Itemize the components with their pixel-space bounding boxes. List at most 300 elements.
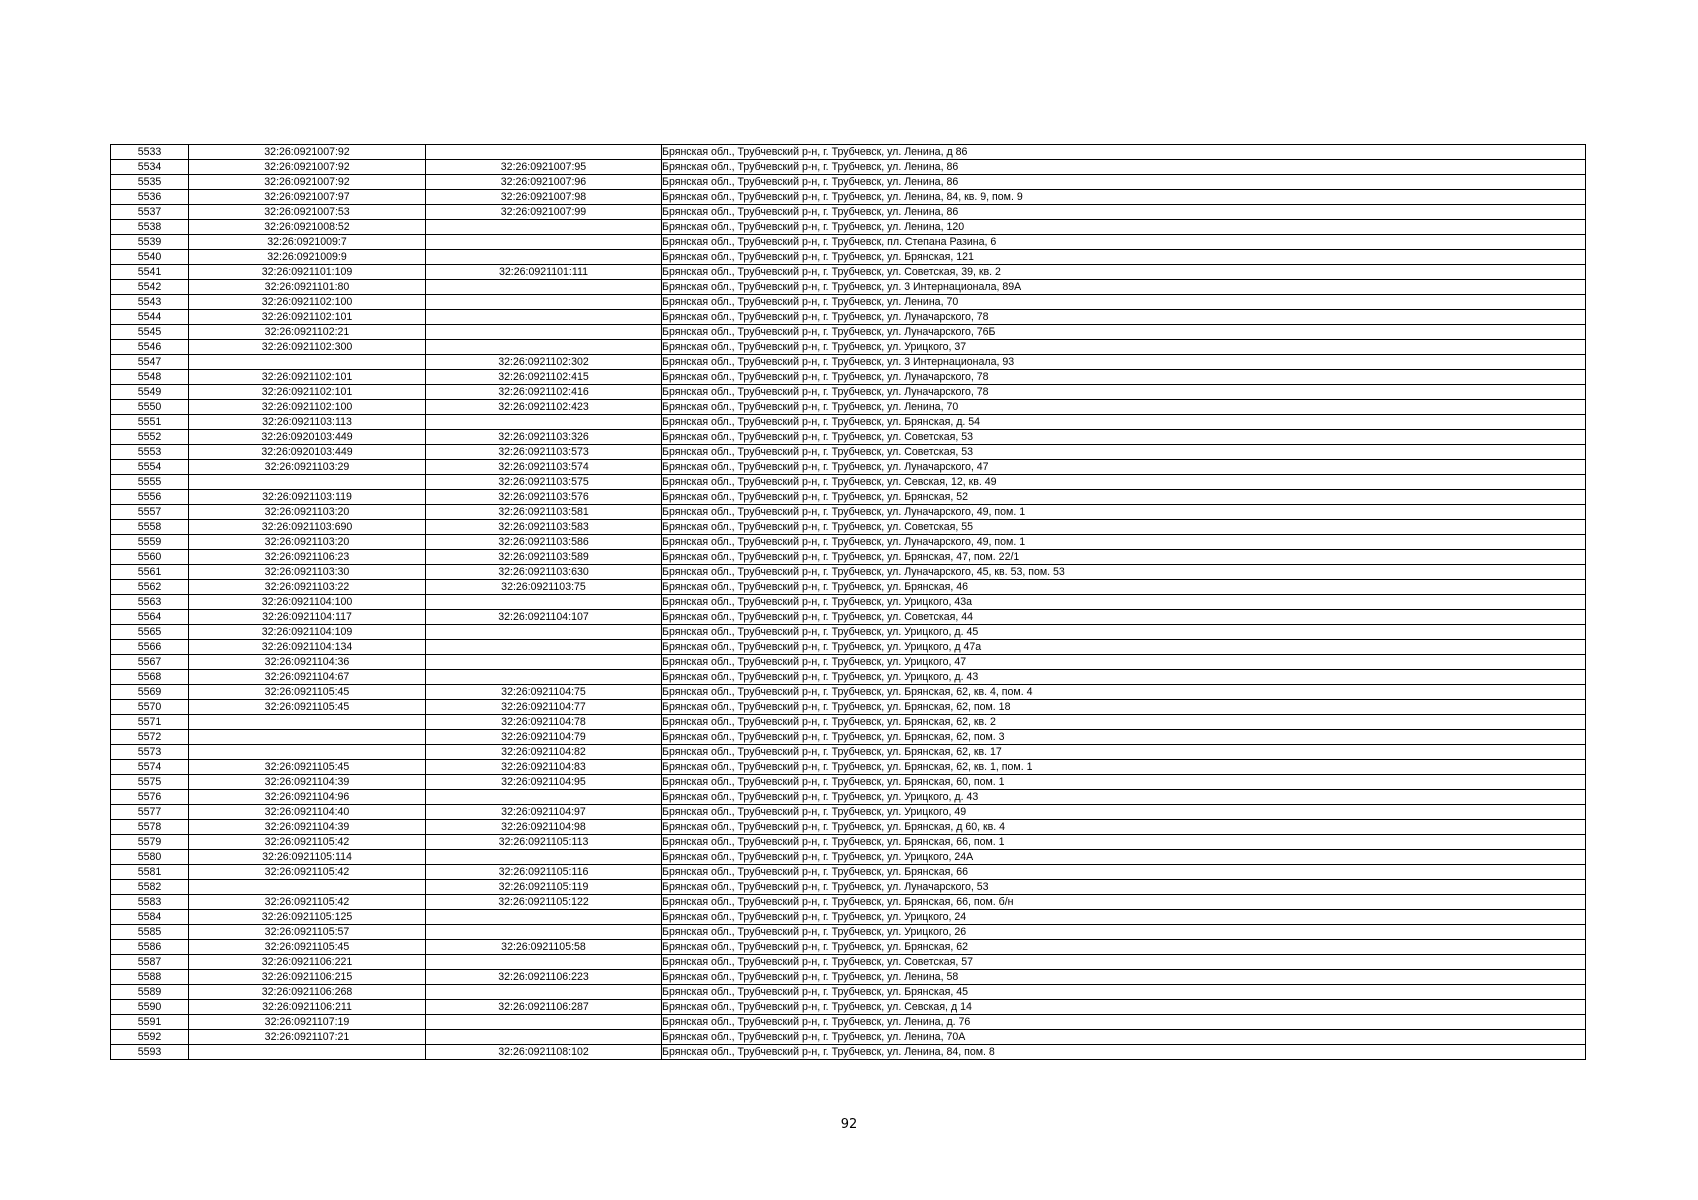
row-number-cell: 5554 xyxy=(111,460,189,475)
address-cell: Брянская обл., Трубчевский р-н, г. Трубчевск, ул. Ленина, 70 xyxy=(662,295,1586,310)
row-number-cell: 5581 xyxy=(111,865,189,880)
cadastral-number-cell: 32:26:0921103:29 xyxy=(189,460,426,475)
related-cadastral-number-cell: 32:26:0921102:415 xyxy=(426,370,662,385)
cadastral-number-cell: 32:26:0920103:449 xyxy=(189,430,426,445)
address-cell: Брянская обл., Трубчевский р-н, г. Трубчевск, ул. Брянская, 66 xyxy=(662,865,1586,880)
related-cadastral-number-cell: 32:26:0921103:573 xyxy=(426,445,662,460)
related-cadastral-number-cell xyxy=(426,220,662,235)
row-number-cell: 5586 xyxy=(111,940,189,955)
related-cadastral-number-cell: 32:26:0921007:96 xyxy=(426,175,662,190)
address-cell: Брянская обл., Трубчевский р-н, г. Трубчевск, ул. Урицкого, 37 xyxy=(662,340,1586,355)
table-row xyxy=(111,955,1586,970)
related-cadastral-number-cell: 32:26:0921105:116 xyxy=(426,865,662,880)
row-number-cell: 5590 xyxy=(111,1000,189,1015)
cadastral-number-cell: 32:26:0921103:20 xyxy=(189,535,426,550)
related-cadastral-number-cell: 32:26:0921104:97 xyxy=(426,805,662,820)
table-row xyxy=(111,790,1586,805)
address-cell: Брянская обл., Трубчевский р-н, г. Трубчевск, ул. Урицкого, 47 xyxy=(662,655,1586,670)
row-number-cell: 5579 xyxy=(111,835,189,850)
row-number-cell: 5537 xyxy=(111,205,189,220)
cadastral-number-cell: 32:26:0920103:449 xyxy=(189,445,426,460)
address-cell: Брянская обл., Трубчевский р-н, г. Трубчевск, ул. Луначарского, 49, пом. 1 xyxy=(662,505,1586,520)
table-row xyxy=(111,175,1586,190)
address-cell: Брянская обл., Трубчевский р-н, г. Трубчевск, ул. Ленина, 86 xyxy=(662,175,1586,190)
table-row xyxy=(111,850,1586,865)
row-number-cell: 5589 xyxy=(111,985,189,1000)
related-cadastral-number-cell xyxy=(426,415,662,430)
row-number-cell: 5568 xyxy=(111,670,189,685)
cadastral-number-cell: 32:26:0921103:20 xyxy=(189,505,426,520)
related-cadastral-number-cell xyxy=(426,280,662,295)
cadastral-number-cell: 32:26:0921103:113 xyxy=(189,415,426,430)
related-cadastral-number-cell: 32:26:0921104:82 xyxy=(426,745,662,760)
row-number-cell: 5546 xyxy=(111,340,189,355)
table-row xyxy=(111,370,1586,385)
row-number-cell: 5567 xyxy=(111,655,189,670)
cadastral-number-cell: 32:26:0921008:52 xyxy=(189,220,426,235)
row-number-cell: 5584 xyxy=(111,910,189,925)
row-number-cell: 5565 xyxy=(111,625,189,640)
address-cell: Брянская обл., Трубчевский р-н, г. Трубчевск, ул. Советская, 44 xyxy=(662,610,1586,625)
related-cadastral-number-cell: 32:26:0921103:576 xyxy=(426,490,662,505)
row-number-cell: 5543 xyxy=(111,295,189,310)
address-cell: Брянская обл., Трубчевский р-н, г. Трубчевск, ул. Севская, д 14 xyxy=(662,1000,1586,1015)
address-cell: Брянская обл., Трубчевский р-н, г. Трубчевск, ул. Ленина, 84, кв. 9, пом. 9 xyxy=(662,190,1586,205)
table-row xyxy=(111,475,1586,490)
table-row xyxy=(111,400,1586,415)
row-number-cell: 5591 xyxy=(111,1015,189,1030)
related-cadastral-number-cell: 32:26:0921104:77 xyxy=(426,700,662,715)
address-cell: Брянская обл., Трубчевский р-н, г. Трубчевск, ул. Брянская, 121 xyxy=(662,250,1586,265)
address-cell: Брянская обл., Трубчевский р-н, г. Трубчевск, ул. Урицкого, д 47а xyxy=(662,640,1586,655)
table-row xyxy=(111,1000,1586,1015)
table-row xyxy=(111,760,1586,775)
row-number-cell: 5592 xyxy=(111,1030,189,1045)
row-number-cell: 5573 xyxy=(111,745,189,760)
table-row xyxy=(111,190,1586,205)
related-cadastral-number-cell: 32:26:0921104:75 xyxy=(426,685,662,700)
property-registry-table xyxy=(110,144,1586,1060)
related-cadastral-number-cell: 32:26:0921104:83 xyxy=(426,760,662,775)
related-cadastral-number-cell: 32:26:0921101:111 xyxy=(426,265,662,280)
related-cadastral-number-cell: 32:26:0921104:107 xyxy=(426,610,662,625)
row-number-cell: 5575 xyxy=(111,775,189,790)
address-cell: Брянская обл., Трубчевский р-н, г. Трубчевск, ул. Советская, 57 xyxy=(662,955,1586,970)
table-row xyxy=(111,640,1586,655)
table-row xyxy=(111,985,1586,1000)
row-number-cell: 5585 xyxy=(111,925,189,940)
table-row xyxy=(111,700,1586,715)
table-row xyxy=(111,520,1586,535)
cadastral-number-cell: 32:26:0921105:42 xyxy=(189,865,426,880)
table-row xyxy=(111,580,1586,595)
row-number-cell: 5572 xyxy=(111,730,189,745)
row-number-cell: 5559 xyxy=(111,535,189,550)
row-number-cell: 5571 xyxy=(111,715,189,730)
address-cell: Брянская обл., Трубчевский р-н, г. Трубчевск, ул. Урицкого, 26 xyxy=(662,925,1586,940)
table-row xyxy=(111,670,1586,685)
cadastral-number-cell: 32:26:0921106:268 xyxy=(189,985,426,1000)
related-cadastral-number-cell xyxy=(426,655,662,670)
table-row xyxy=(111,490,1586,505)
cadastral-number-cell: 32:26:0921102:101 xyxy=(189,370,426,385)
address-cell: Брянская обл., Трубчевский р-н, г. Трубчевск, ул. Луначарского, 53 xyxy=(662,880,1586,895)
cadastral-number-cell: 32:26:0921102:100 xyxy=(189,295,426,310)
cadastral-number-cell xyxy=(189,355,426,370)
row-number-cell: 5566 xyxy=(111,640,189,655)
cadastral-number-cell: 32:26:0921104:96 xyxy=(189,790,426,805)
table-row xyxy=(111,895,1586,910)
cadastral-number-cell: 32:26:0921106:23 xyxy=(189,550,426,565)
table-row xyxy=(111,415,1586,430)
table-row xyxy=(111,250,1586,265)
address-cell: Брянская обл., Трубчевский р-н, г. Трубчевск, ул. Советская, 53 xyxy=(662,445,1586,460)
cadastral-number-cell: 32:26:0921104:134 xyxy=(189,640,426,655)
related-cadastral-number-cell: 32:26:0921104:79 xyxy=(426,730,662,745)
row-number-cell: 5570 xyxy=(111,700,189,715)
cadastral-number-cell: 32:26:0921105:45 xyxy=(189,700,426,715)
table-row xyxy=(111,940,1586,955)
cadastral-number-cell xyxy=(189,880,426,895)
related-cadastral-number-cell xyxy=(426,310,662,325)
row-number-cell: 5538 xyxy=(111,220,189,235)
row-number-cell: 5548 xyxy=(111,370,189,385)
related-cadastral-number-cell xyxy=(426,235,662,250)
address-cell: Брянская обл., Трубчевский р-н, г. Трубчевск, ул. Луначарского, 76Б xyxy=(662,325,1586,340)
table-row xyxy=(111,1045,1586,1060)
table-row xyxy=(111,610,1586,625)
row-number-cell: 5578 xyxy=(111,820,189,835)
cadastral-number-cell: 32:26:0921105:114 xyxy=(189,850,426,865)
address-cell: Брянская обл., Трубчевский р-н, г. Трубчевск, ул. Луначарского, 47 xyxy=(662,460,1586,475)
cadastral-number-cell: 32:26:0921007:97 xyxy=(189,190,426,205)
address-cell: Брянская обл., Трубчевский р-н, г. Трубчевск, пл. Степана Разина, 6 xyxy=(662,235,1586,250)
table-row xyxy=(111,1030,1586,1045)
cadastral-number-cell: 32:26:0921102:101 xyxy=(189,310,426,325)
table-row xyxy=(111,340,1586,355)
cadastral-number-cell: 32:26:0921104:39 xyxy=(189,775,426,790)
related-cadastral-number-cell: 32:26:0921007:98 xyxy=(426,190,662,205)
related-cadastral-number-cell: 32:26:0921103:75 xyxy=(426,580,662,595)
cadastral-number-cell: 32:26:0921104:36 xyxy=(189,655,426,670)
address-cell: Брянская обл., Трубчевский р-н, г. Трубчевск, ул. Луначарского, 45, кв. 53, пом. 53 xyxy=(662,565,1586,580)
address-cell: Брянская обл., Трубчевский р-н, г. Трубчевск, ул. 3 Интернационала, 93 xyxy=(662,355,1586,370)
table-row xyxy=(111,820,1586,835)
related-cadastral-number-cell xyxy=(426,1030,662,1045)
related-cadastral-number-cell: 32:26:0921103:326 xyxy=(426,430,662,445)
address-cell: Брянская обл., Трубчевский р-н, г. Трубчевск, ул. Ленина, 120 xyxy=(662,220,1586,235)
table-row xyxy=(111,565,1586,580)
cadastral-number-cell: 32:26:0921103:119 xyxy=(189,490,426,505)
cadastral-number-cell: 32:26:0921101:80 xyxy=(189,280,426,295)
address-cell: Брянская обл., Трубчевский р-н, г. Трубчевск, ул. Брянская, 62, пом. 3 xyxy=(662,730,1586,745)
row-number-cell: 5580 xyxy=(111,850,189,865)
page-number: 92 xyxy=(840,1117,858,1132)
address-cell: Брянская обл., Трубчевский р-н, г. Трубчевск, ул. Брянская, 46 xyxy=(662,580,1586,595)
row-number-cell: 5552 xyxy=(111,430,189,445)
related-cadastral-number-cell xyxy=(426,295,662,310)
cadastral-number-cell: 32:26:0921104:100 xyxy=(189,595,426,610)
related-cadastral-number-cell xyxy=(426,670,662,685)
row-number-cell: 5564 xyxy=(111,610,189,625)
cadastral-number-cell: 32:26:0921009:7 xyxy=(189,235,426,250)
table-row xyxy=(111,835,1586,850)
cadastral-number-cell: 32:26:0921102:100 xyxy=(189,400,426,415)
cadastral-number-cell: 32:26:0921105:45 xyxy=(189,685,426,700)
cadastral-number-cell xyxy=(189,745,426,760)
address-cell: Брянская обл., Трубчевский р-н, г. Трубчевск, ул. Ленина, д. 76 xyxy=(662,1015,1586,1030)
address-cell: Брянская обл., Трубчевский р-н, г. Трубчевск, ул. Луначарского, 49, пом. 1 xyxy=(662,535,1586,550)
related-cadastral-number-cell xyxy=(426,340,662,355)
related-cadastral-number-cell: 32:26:0921103:574 xyxy=(426,460,662,475)
related-cadastral-number-cell: 32:26:0921007:95 xyxy=(426,160,662,175)
row-number-cell: 5557 xyxy=(111,505,189,520)
address-cell: Брянская обл., Трубчевский р-н, г. Трубчевск, ул. Брянская, 47, пом. 22/1 xyxy=(662,550,1586,565)
table-row xyxy=(111,145,1586,160)
related-cadastral-number-cell: 32:26:0921106:287 xyxy=(426,1000,662,1015)
address-cell: Брянская обл., Трубчевский р-н, г. Трубчевск, ул. Брянская, д. 54 xyxy=(662,415,1586,430)
cadastral-number-cell: 32:26:0921103:22 xyxy=(189,580,426,595)
table-row xyxy=(111,310,1586,325)
related-cadastral-number-cell: 32:26:0921102:302 xyxy=(426,355,662,370)
related-cadastral-number-cell: 32:26:0921104:78 xyxy=(426,715,662,730)
row-number-cell: 5563 xyxy=(111,595,189,610)
row-number-cell: 5562 xyxy=(111,580,189,595)
row-number-cell: 5549 xyxy=(111,385,189,400)
related-cadastral-number-cell: 32:26:0921105:113 xyxy=(426,835,662,850)
row-number-cell: 5536 xyxy=(111,190,189,205)
address-cell: Брянская обл., Трубчевский р-н, г. Трубчевск, ул. Брянская, 62, кв. 2 xyxy=(662,715,1586,730)
related-cadastral-number-cell: 32:26:0921103:581 xyxy=(426,505,662,520)
address-cell: Брянская обл., Трубчевский р-н, г. Трубчевск, ул. Брянская, 62, кв. 17 xyxy=(662,745,1586,760)
address-cell: Брянская обл., Трубчевский р-н, г. Трубчевск, ул. Брянская, 66, пом. б/н xyxy=(662,895,1586,910)
related-cadastral-number-cell xyxy=(426,625,662,640)
cadastral-number-cell: 32:26:0921101:109 xyxy=(189,265,426,280)
table-row xyxy=(111,685,1586,700)
table-row xyxy=(111,865,1586,880)
related-cadastral-number-cell: 32:26:0921104:98 xyxy=(426,820,662,835)
row-number-cell: 5541 xyxy=(111,265,189,280)
address-cell: Брянская обл., Трубчевский р-н, г. Трубчевск, ул. Ленина, 84, пом. 8 xyxy=(662,1045,1586,1060)
address-cell: Брянская обл., Трубчевский р-н, г. Трубчевск, ул. Брянская, 45 xyxy=(662,985,1586,1000)
address-cell: Брянская обл., Трубчевский р-н, г. Трубчевск, ул. Ленина, 86 xyxy=(662,160,1586,175)
cadastral-number-cell: 32:26:0921007:53 xyxy=(189,205,426,220)
address-cell: Брянская обл., Трубчевский р-н, г. Трубчевск, ул. Брянская, д 60, кв. 4 xyxy=(662,820,1586,835)
row-number-cell: 5577 xyxy=(111,805,189,820)
address-cell: Брянская обл., Трубчевский р-н, г. Трубчевск, ул. Ленина, 70А xyxy=(662,1030,1586,1045)
cadastral-number-cell: 32:26:0921107:21 xyxy=(189,1030,426,1045)
cadastral-number-cell: 32:26:0921106:211 xyxy=(189,1000,426,1015)
row-number-cell: 5542 xyxy=(111,280,189,295)
row-number-cell: 5540 xyxy=(111,250,189,265)
related-cadastral-number-cell: 32:26:0921108:102 xyxy=(426,1045,662,1060)
address-cell: Брянская обл., Трубчевский р-н, г. Трубчевск, ул. Ленина, 70 xyxy=(662,400,1586,415)
row-number-cell: 5534 xyxy=(111,160,189,175)
row-number-cell: 5555 xyxy=(111,475,189,490)
cadastral-number-cell: 32:26:0921105:42 xyxy=(189,835,426,850)
address-cell: Брянская обл., Трубчевский р-н, г. Трубчевск, ул. Урицкого, д. 43 xyxy=(662,790,1586,805)
row-number-cell: 5588 xyxy=(111,970,189,985)
related-cadastral-number-cell: 32:26:0921007:99 xyxy=(426,205,662,220)
related-cadastral-number-cell: 32:26:0921104:95 xyxy=(426,775,662,790)
row-number-cell: 5539 xyxy=(111,235,189,250)
related-cadastral-number-cell xyxy=(426,925,662,940)
table-row xyxy=(111,745,1586,760)
address-cell: Брянская обл., Трубчевский р-н, г. Трубчевск, ул. Луначарского, 78 xyxy=(662,385,1586,400)
related-cadastral-number-cell xyxy=(426,145,662,160)
cadastral-number-cell xyxy=(189,730,426,745)
address-cell: Брянская обл., Трубчевский р-н, г. Трубчевск, ул. Брянская, 52 xyxy=(662,490,1586,505)
cadastral-number-cell: 32:26:0921105:42 xyxy=(189,895,426,910)
address-cell: Брянская обл., Трубчевский р-н, г. Трубчевск, ул. Советская, 55 xyxy=(662,520,1586,535)
related-cadastral-number-cell: 32:26:0921103:586 xyxy=(426,535,662,550)
cadastral-number-cell: 32:26:0921103:690 xyxy=(189,520,426,535)
table-row xyxy=(111,535,1586,550)
cadastral-number-cell: 32:26:0921102:101 xyxy=(189,385,426,400)
cadastral-number-cell: 32:26:0921106:215 xyxy=(189,970,426,985)
related-cadastral-number-cell: 32:26:0921105:122 xyxy=(426,895,662,910)
table-row xyxy=(111,625,1586,640)
address-cell: Брянская обл., Трубчевский р-н, г. Трубчевск, ул. Брянская, 62, кв. 1, пом. 1 xyxy=(662,760,1586,775)
row-number-cell: 5558 xyxy=(111,520,189,535)
table-row xyxy=(111,460,1586,475)
related-cadastral-number-cell: 32:26:0921106:223 xyxy=(426,970,662,985)
cadastral-number-cell: 32:26:0921104:39 xyxy=(189,820,426,835)
table-row xyxy=(111,805,1586,820)
table-row xyxy=(111,655,1586,670)
cadastral-number-cell xyxy=(189,475,426,490)
address-cell: Брянская обл., Трубчевский р-н, г. Трубчевск, ул. Урицкого, 24А xyxy=(662,850,1586,865)
cadastral-number-cell xyxy=(189,1045,426,1060)
row-number-cell: 5593 xyxy=(111,1045,189,1060)
row-number-cell: 5582 xyxy=(111,880,189,895)
cadastral-number-cell: 32:26:0921105:45 xyxy=(189,760,426,775)
table-row xyxy=(111,205,1586,220)
row-number-cell: 5576 xyxy=(111,790,189,805)
table-row xyxy=(111,880,1586,895)
related-cadastral-number-cell: 32:26:0921105:119 xyxy=(426,880,662,895)
address-cell: Брянская обл., Трубчевский р-н, г. Трубчевск, ул. Луначарского, 78 xyxy=(662,310,1586,325)
address-cell: Брянская обл., Трубчевский р-н, г. Трубчевск, ул. Урицкого, д. 43 xyxy=(662,670,1586,685)
row-number-cell: 5587 xyxy=(111,955,189,970)
address-cell: Брянская обл., Трубчевский р-н, г. Трубчевск, ул. Ленина, 86 xyxy=(662,205,1586,220)
related-cadastral-number-cell xyxy=(426,955,662,970)
row-number-cell: 5551 xyxy=(111,415,189,430)
table-row xyxy=(111,1015,1586,1030)
related-cadastral-number-cell: 32:26:0921102:416 xyxy=(426,385,662,400)
registry-table-body xyxy=(111,145,1586,1060)
cadastral-number-cell: 32:26:0921107:19 xyxy=(189,1015,426,1030)
related-cadastral-number-cell xyxy=(426,250,662,265)
table-row xyxy=(111,910,1586,925)
related-cadastral-number-cell xyxy=(426,790,662,805)
table-row xyxy=(111,925,1586,940)
table-row xyxy=(111,775,1586,790)
related-cadastral-number-cell: 32:26:0921103:589 xyxy=(426,550,662,565)
related-cadastral-number-cell xyxy=(426,595,662,610)
address-cell: Брянская обл., Трубчевский р-н, г. Трубчевск, ул. Советская, 39, кв. 2 xyxy=(662,265,1586,280)
table-row xyxy=(111,430,1586,445)
row-number-cell: 5569 xyxy=(111,685,189,700)
related-cadastral-number-cell: 32:26:0921103:575 xyxy=(426,475,662,490)
address-cell: Брянская обл., Трубчевский р-н, г. Трубчевск, ул. Урицкого, д. 45 xyxy=(662,625,1586,640)
cadastral-number-cell: 32:26:0921104:40 xyxy=(189,805,426,820)
cadastral-number-cell: 32:26:0921105:125 xyxy=(189,910,426,925)
table-row xyxy=(111,220,1586,235)
cadastral-number-cell: 32:26:0921102:300 xyxy=(189,340,426,355)
related-cadastral-number-cell: 32:26:0921103:583 xyxy=(426,520,662,535)
cadastral-number-cell: 32:26:0921102:21 xyxy=(189,325,426,340)
cadastral-number-cell: 32:26:0921105:45 xyxy=(189,940,426,955)
address-cell: Брянская обл., Трубчевский р-н, г. Трубчевск, ул. 3 Интернационала, 89А xyxy=(662,280,1586,295)
address-cell: Брянская обл., Трубчевский р-н, г. Трубчевск, ул. Брянская, 66, пом. 1 xyxy=(662,835,1586,850)
address-cell: Брянская обл., Трубчевский р-н, г. Трубчевск, ул. Урицкого, 24 xyxy=(662,910,1586,925)
row-number-cell: 5550 xyxy=(111,400,189,415)
row-number-cell: 5533 xyxy=(111,145,189,160)
row-number-cell: 5545 xyxy=(111,325,189,340)
address-cell: Брянская обл., Трубчевский р-н, г. Трубчевск, ул. Урицкого, 43а xyxy=(662,595,1586,610)
table-row xyxy=(111,730,1586,745)
table-row xyxy=(111,505,1586,520)
table-row xyxy=(111,595,1586,610)
table-row xyxy=(111,280,1586,295)
cadastral-number-cell: 32:26:0921007:92 xyxy=(189,160,426,175)
table-row xyxy=(111,970,1586,985)
address-cell: Брянская обл., Трубчевский р-н, г. Трубчевск, ул. Ленина, д 86 xyxy=(662,145,1586,160)
row-number-cell: 5553 xyxy=(111,445,189,460)
related-cadastral-number-cell: 32:26:0921103:630 xyxy=(426,565,662,580)
cadastral-number-cell: 32:26:0921103:30 xyxy=(189,565,426,580)
row-number-cell: 5583 xyxy=(111,895,189,910)
row-number-cell: 5560 xyxy=(111,550,189,565)
related-cadastral-number-cell xyxy=(426,850,662,865)
cadastral-number-cell: 32:26:0921106:221 xyxy=(189,955,426,970)
table-row xyxy=(111,715,1586,730)
row-number-cell: 5556 xyxy=(111,490,189,505)
related-cadastral-number-cell xyxy=(426,640,662,655)
cadastral-number-cell: 32:26:0921105:57 xyxy=(189,925,426,940)
related-cadastral-number-cell: 32:26:0921102:423 xyxy=(426,400,662,415)
address-cell: Брянская обл., Трубчевский р-н, г. Трубчевск, ул. Ленина, 58 xyxy=(662,970,1586,985)
address-cell: Брянская обл., Трубчевский р-н, г. Трубчевск, ул. Луначарского, 78 xyxy=(662,370,1586,385)
address-cell: Брянская обл., Трубчевский р-н, г. Трубчевск, ул. Брянская, 62, пом. 18 xyxy=(662,700,1586,715)
table-row xyxy=(111,550,1586,565)
table-row xyxy=(111,265,1586,280)
row-number-cell: 5574 xyxy=(111,760,189,775)
table-row xyxy=(111,355,1586,370)
row-number-cell: 5547 xyxy=(111,355,189,370)
address-cell: Брянская обл., Трубчевский р-н, г. Трубчевск, ул. Севская, 12, кв. 49 xyxy=(662,475,1586,490)
table-row xyxy=(111,385,1586,400)
address-cell: Брянская обл., Трубчевский р-н, г. Трубчевск, ул. Советская, 53 xyxy=(662,430,1586,445)
cadastral-number-cell: 32:26:0921104:109 xyxy=(189,625,426,640)
table-row xyxy=(111,160,1586,175)
cadastral-number-cell: 32:26:0921007:92 xyxy=(189,175,426,190)
address-cell: Брянская обл., Трубчевский р-н, г. Трубчевск, ул. Брянская, 62, кв. 4, пом. 4 xyxy=(662,685,1586,700)
related-cadastral-number-cell xyxy=(426,325,662,340)
cadastral-number-cell: 32:26:0921104:117 xyxy=(189,610,426,625)
cadastral-number-cell: 32:26:0921007:92 xyxy=(189,145,426,160)
related-cadastral-number-cell: 32:26:0921105:58 xyxy=(426,940,662,955)
cadastral-number-cell: 32:26:0921009:9 xyxy=(189,250,426,265)
cadastral-number-cell xyxy=(189,715,426,730)
table-row xyxy=(111,445,1586,460)
cadastral-number-cell: 32:26:0921104:67 xyxy=(189,670,426,685)
related-cadastral-number-cell xyxy=(426,910,662,925)
table-row xyxy=(111,235,1586,250)
row-number-cell: 5561 xyxy=(111,565,189,580)
address-cell: Брянская обл., Трубчевский р-н, г. Трубчевск, ул. Брянская, 62 xyxy=(662,940,1586,955)
